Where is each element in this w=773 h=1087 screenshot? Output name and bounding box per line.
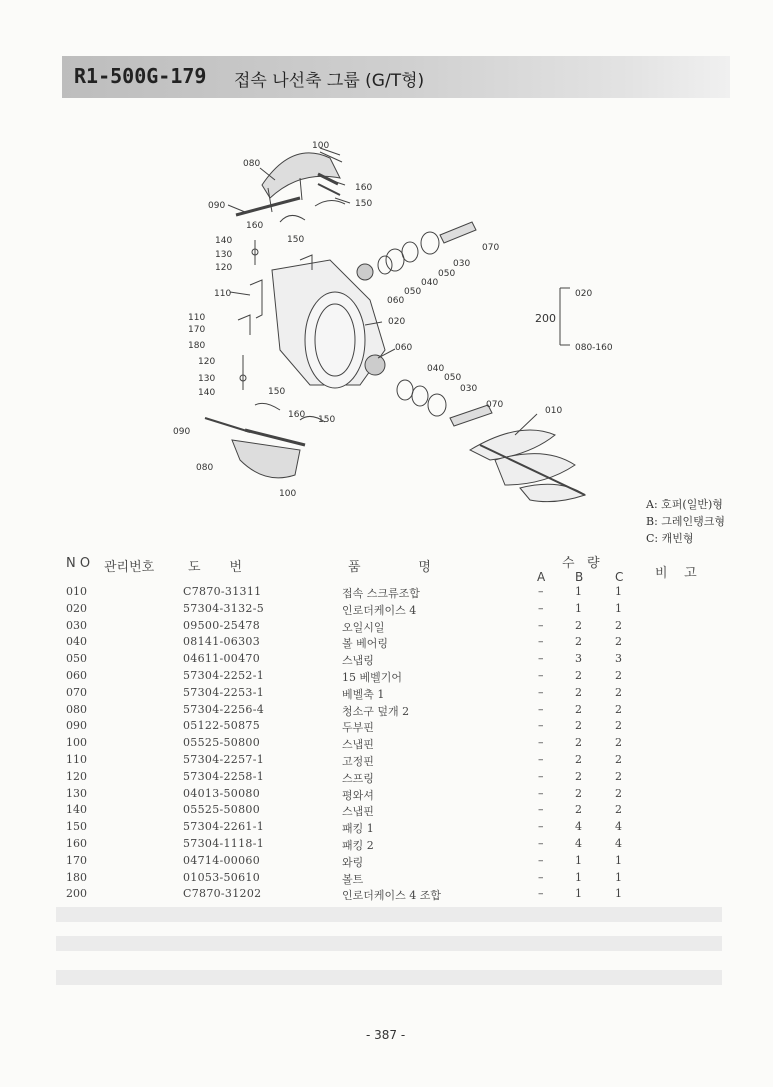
callout-label: 150: [318, 415, 336, 425]
table-row: [0, 650, 773, 667]
qty-c: 2: [615, 803, 622, 817]
callout-label: 070: [486, 400, 504, 410]
part-name: 평와셔: [342, 788, 374, 802]
callout-label: 040: [421, 278, 439, 288]
table-row: [0, 734, 773, 751]
legend-item-c: C: 캐빈형: [646, 532, 694, 545]
drawing-no: 57304-2252-1: [183, 669, 265, 682]
part-no: 180: [66, 870, 87, 884]
part-name: 와링: [342, 855, 364, 869]
qty-a: –: [538, 753, 544, 766]
qty-a: –: [538, 601, 544, 615]
qty-a: –: [538, 853, 544, 867]
qty-b: 2: [575, 736, 582, 750]
drawing-no: 04013-50080: [183, 786, 261, 800]
table-row: [0, 785, 773, 802]
callout-label: 060: [387, 296, 405, 306]
qty-b: 1: [575, 853, 582, 867]
qty-a: –: [538, 719, 544, 733]
table-band: [56, 970, 722, 985]
table-row: [0, 768, 773, 785]
qty-a: –: [538, 820, 544, 834]
callout-label: 010: [545, 406, 563, 416]
drawing-no: 01053-50610: [183, 870, 261, 884]
qty-b: 1: [575, 870, 582, 884]
qty-b: 2: [575, 635, 582, 649]
qty-a: –: [538, 635, 544, 649]
qty-a: –: [538, 618, 544, 632]
part-name: 인로더케이스 4 조합: [342, 889, 441, 903]
callout-label: 030: [453, 259, 471, 269]
qty-b: 2: [575, 786, 582, 800]
callout-label: 040: [427, 364, 445, 374]
qty-a: –: [538, 669, 544, 682]
part-no: 110: [66, 753, 87, 766]
page-number: - 387 -: [366, 1028, 406, 1042]
callout-label: 150: [268, 387, 286, 397]
callout-label: 110: [214, 289, 232, 299]
qty-b: 2: [575, 702, 582, 716]
qty-a: –: [538, 786, 544, 800]
qty-a: –: [538, 685, 544, 699]
table-row: [0, 751, 773, 768]
exploded-parts-diagram: [0, 100, 773, 520]
qty-b: 2: [575, 618, 582, 632]
qty-c: 4: [615, 837, 622, 850]
callout-label: 100: [279, 489, 297, 499]
qty-c: 2: [615, 786, 622, 800]
assembly-label: 200: [535, 312, 556, 325]
table-row: [0, 701, 773, 718]
qty-b: 2: [575, 685, 582, 699]
callout-label: 020: [388, 317, 406, 327]
qty-c: 2: [615, 702, 622, 716]
qty-b: 2: [575, 669, 582, 682]
part-no: 130: [66, 786, 87, 800]
header-qty-a: A: [537, 570, 546, 584]
legend-item-b: B: 그레인탱크형: [646, 515, 726, 528]
part-name: 두부핀: [342, 721, 374, 735]
header-no: N O: [66, 556, 91, 571]
part-no: 010: [66, 585, 87, 598]
callout-label: 160: [246, 221, 264, 231]
qty-c: 2: [615, 719, 622, 733]
part-no: 200: [66, 887, 87, 901]
qty-a: –: [538, 803, 544, 817]
drawing-no: 57304-2256-4: [183, 702, 265, 716]
callout-label: 120: [215, 263, 233, 273]
qty-a: –: [538, 585, 544, 598]
drawing-no: C7870-31202: [183, 887, 262, 901]
part-no: 040: [66, 635, 87, 649]
callout-label: 160: [355, 183, 373, 193]
callout-label: 170: [188, 325, 206, 335]
table-band: [56, 936, 722, 951]
table-row: [0, 617, 773, 634]
drawing-no: 57304-3132-5: [183, 601, 265, 615]
part-no: 090: [66, 719, 87, 733]
header-drawing-no: 도 번: [188, 560, 243, 575]
header-qty-b: B: [575, 570, 584, 584]
qty-c: 2: [615, 635, 622, 649]
callout-label: 100: [312, 141, 330, 151]
qty-b: 1: [575, 887, 582, 901]
qty-a: –: [538, 870, 544, 884]
callout-label: 160: [288, 410, 306, 420]
drawing-no: 08141-06303: [183, 635, 261, 649]
qty-b: 4: [575, 820, 582, 834]
part-no: 140: [66, 803, 87, 817]
qty-c: 2: [615, 669, 622, 682]
qty-a: –: [538, 887, 544, 901]
part-name: 패킹 2: [342, 839, 374, 852]
part-name: 오일시일: [342, 620, 385, 634]
part-name: 스프링: [342, 771, 374, 785]
table-row: [0, 633, 773, 650]
qty-c: 1: [615, 870, 622, 884]
part-no: 160: [66, 837, 87, 850]
assembly-bottom-label: 080-160: [575, 343, 613, 353]
callout-label: 090: [208, 201, 226, 211]
part-no: 050: [66, 652, 87, 666]
table-row: [0, 801, 773, 818]
callout-label: 110: [188, 313, 206, 323]
callout-label: 080: [196, 463, 214, 473]
table-row: [0, 684, 773, 701]
part-name: 인로더케이스 4: [342, 603, 417, 617]
header-part-name: 품 명: [348, 560, 431, 575]
qty-a: –: [538, 652, 544, 666]
drawing-no: 04611-00470: [183, 652, 261, 666]
header-qty: 수 량: [562, 556, 600, 571]
table-row: [0, 852, 773, 869]
drawing-no: C7870-31311: [183, 585, 262, 598]
drawing-no: 05122-50875: [183, 719, 261, 733]
callout-label: 180: [188, 341, 206, 351]
header-mgmt-no: 관리번호: [104, 560, 155, 575]
table-row: [0, 600, 773, 617]
qty-c: 2: [615, 753, 622, 766]
drawing-no: 57304-2261-1: [183, 820, 265, 834]
drawing-no: 05525-50800: [183, 803, 261, 817]
drawing-no: 09500-25478: [183, 618, 261, 632]
qty-c: 1: [615, 853, 622, 867]
qty-a: –: [538, 837, 544, 850]
part-name: 패킹 1: [342, 822, 374, 836]
part-no: 020: [66, 601, 87, 615]
qty-c: 2: [615, 769, 622, 783]
part-name: 청소구 덮개 2: [342, 704, 410, 718]
header-remark: 비 고: [655, 566, 697, 581]
qty-a: –: [538, 769, 544, 783]
callout-label: 140: [198, 388, 216, 398]
callout-label: 150: [287, 235, 305, 245]
part-no: 100: [66, 736, 87, 750]
part-name: 15 베벨기어: [342, 671, 402, 684]
qty-b: 1: [575, 585, 582, 598]
part-no: 080: [66, 702, 87, 716]
page-title-bar: [62, 56, 730, 98]
part-name: 고정핀: [342, 755, 374, 768]
drawing-no: 57304-2253-1: [183, 685, 265, 699]
legend-item-a: A: 호퍼(일반)형: [646, 498, 723, 511]
header-qty-c: C: [615, 570, 624, 584]
drawing-no: 04714-00060: [183, 853, 261, 867]
drawing-no: 57304-2258-1: [183, 769, 265, 783]
qty-c: 2: [615, 618, 622, 632]
callout-label: 030: [460, 384, 478, 394]
table-row: [0, 667, 773, 684]
table-band: [56, 907, 722, 922]
part-name: 접속 스크류조합: [342, 587, 420, 600]
callout-label: 050: [404, 287, 422, 297]
callout-label: 130: [198, 374, 216, 384]
drawing-no: 05525-50800: [183, 736, 261, 750]
table-row: [0, 717, 773, 734]
qty-a: –: [538, 736, 544, 750]
part-name: 볼트: [342, 872, 364, 886]
assembly-top-label: 020: [575, 289, 593, 299]
drawing-no: 57304-2257-1: [183, 753, 265, 766]
table-row: [0, 869, 773, 886]
part-no: 170: [66, 853, 87, 867]
drawing-no: 57304-1118-1: [183, 837, 265, 850]
qty-c: 1: [615, 887, 622, 901]
table-row: [0, 885, 773, 902]
callout-label: 150: [355, 199, 373, 209]
callout-label: 130: [215, 250, 233, 260]
qty-c: 3: [615, 652, 622, 666]
callout-label: 120: [198, 357, 216, 367]
qty-b: 2: [575, 753, 582, 766]
qty-b: 3: [575, 652, 582, 666]
part-no: 150: [66, 820, 87, 834]
callout-label: 090: [173, 427, 191, 437]
qty-c: 2: [615, 685, 622, 699]
qty-b: 2: [575, 769, 582, 783]
callout-label: 080: [243, 159, 261, 169]
qty-a: –: [538, 702, 544, 716]
part-name: 스냅핀: [342, 805, 374, 819]
callout-label: 050: [438, 269, 456, 279]
part-name: 베벨축 1: [342, 687, 385, 701]
part-name: 스냅링: [342, 654, 374, 668]
part-no: 060: [66, 669, 87, 682]
qty-c: 1: [615, 601, 622, 615]
qty-b: 2: [575, 719, 582, 733]
callout-label: 140: [215, 236, 233, 246]
qty-b: 2: [575, 803, 582, 817]
part-name: 볼 베어링: [342, 637, 389, 651]
group-code: R1-500G-179: [74, 64, 207, 88]
group-name: 접속 나선축 그룹 (G/T형): [234, 71, 425, 91]
qty-c: 1: [615, 585, 622, 598]
qty-b: 1: [575, 601, 582, 615]
qty-c: 2: [615, 736, 622, 750]
callout-label: 060: [395, 343, 413, 353]
callout-label: 050: [444, 373, 462, 383]
part-no: 030: [66, 618, 87, 632]
callout-label: 070: [482, 243, 500, 253]
qty-c: 4: [615, 820, 622, 834]
part-no: 070: [66, 685, 87, 699]
table-row: [0, 583, 773, 600]
qty-b: 4: [575, 837, 582, 850]
part-name: 스냅핀: [342, 738, 374, 752]
part-no: 120: [66, 769, 87, 783]
table-row: [0, 835, 773, 852]
table-row: [0, 818, 773, 835]
